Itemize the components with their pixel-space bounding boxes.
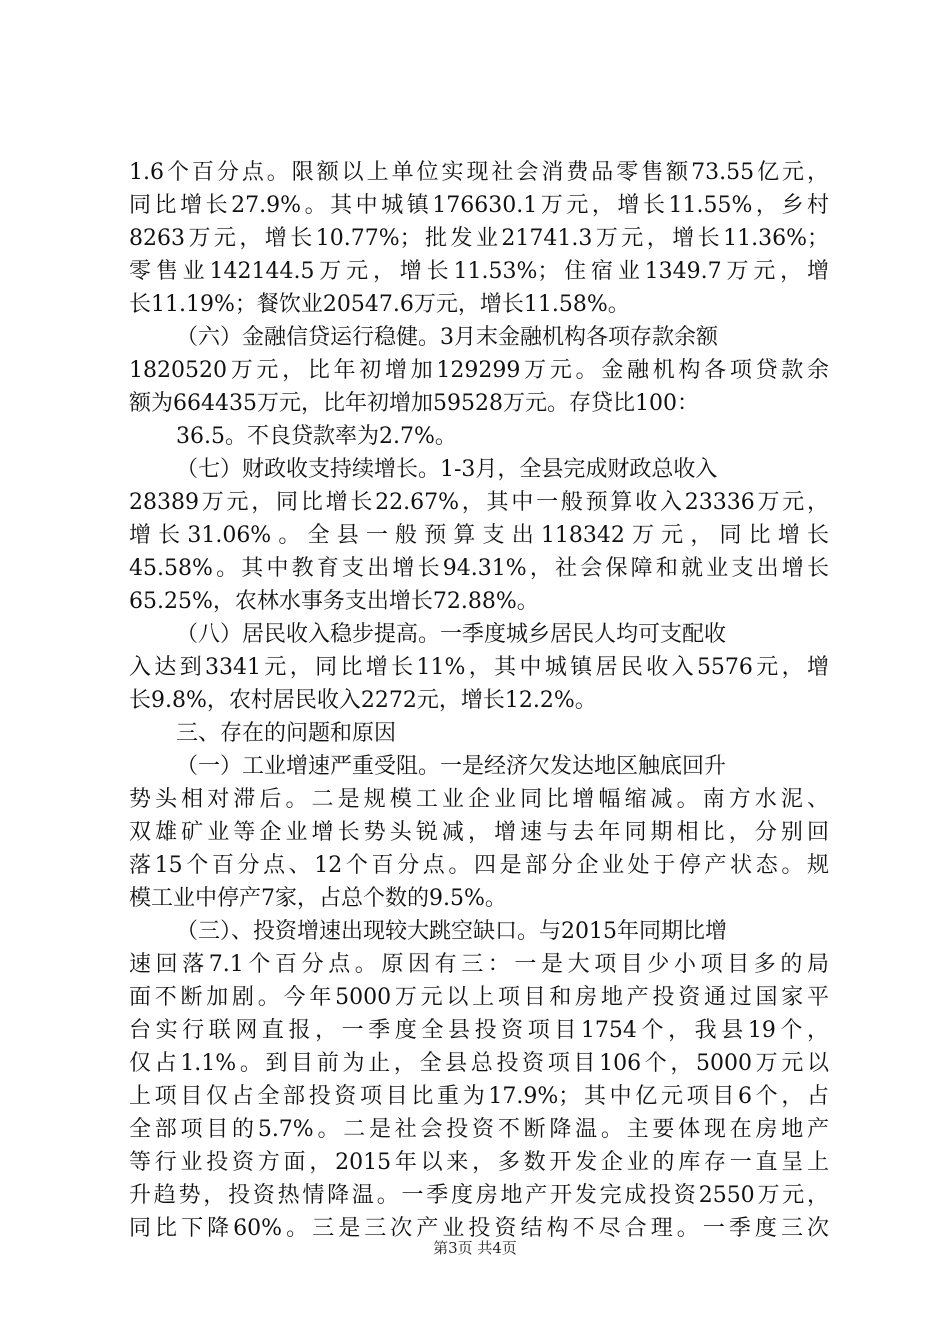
text-line: 势头相对滞后。二是规模工业企业同比增幅缩减。南方水泥、 bbox=[129, 787, 829, 812]
text-line: 等行业投资方面，2015年以来，多数开发企业的库存一直呈上 bbox=[129, 1150, 829, 1175]
text-line: 模工业中停产7家，占总个数的9.5%。 bbox=[129, 886, 507, 911]
text-line: 长11.19%；餐饮业20547.6万元，增长11.58%。 bbox=[129, 292, 630, 317]
text-line: 1.6个百分点。限额以上单位实现社会消费品零售额73.55亿元， bbox=[129, 160, 829, 185]
text-line: 面不断加剧。今年5000万元以上项目和房地产投资通过国家平 bbox=[129, 985, 829, 1010]
text-line: （三）、投资增速出现较大跳空缺口。与2015年同期比增 bbox=[176, 919, 727, 944]
page-footer: 第3页 共4页 bbox=[433, 1239, 517, 1257]
text-line: 上项目仅占全部投资项目比重为17.9%；其中亿元项目6个，占 bbox=[129, 1084, 829, 1109]
text-line: 同比增长27.9%。其中城镇176630.1万元，增长11.55%，乡村 bbox=[129, 193, 829, 218]
text-line: 额为664435万元，比年初增加59528万元。存贷比100： bbox=[129, 391, 699, 416]
text-line: 增长31.06%。全县一般预算支出118342万元，同比增长 bbox=[129, 523, 829, 548]
text-line: 长9.8%，农村居民收入2272元，增长12.2%。 bbox=[129, 688, 597, 713]
text-line: 8263万元，增长10.77%；批发业21741.3万元，增长11.36%； bbox=[129, 226, 829, 251]
document-body bbox=[129, 156, 829, 1245]
text-line: 65.25%，农林水事务支出增长72.88%。 bbox=[129, 589, 539, 614]
text-line: 入达到3341元，同比增长11%，其中城镇居民收入5576元，增 bbox=[129, 655, 829, 680]
text-line: 仅占1.1%。到目前为止，全县总投资项目106个，5000万元以 bbox=[129, 1051, 829, 1076]
text-line: 零售业142144.5万元，增长11.53%；住宿业1349.7万元，增 bbox=[129, 259, 829, 284]
text-line: 三、存在的问题和原因 bbox=[176, 721, 397, 746]
text-line: 台实行联网直报，一季度全县投资项目1754个，我县19个， bbox=[129, 1018, 829, 1043]
text-line: 1820520万元，比年初增加129299万元。金融机构各项贷款余 bbox=[129, 358, 829, 383]
text-line: 双雄矿业等企业增长势头锐减，增速与去年同期相比，分别回 bbox=[129, 820, 829, 845]
text-line: （七）财政收支持续增长。1-3月，全县完成财政总收入 bbox=[176, 457, 718, 482]
text-line: 落15个百分点、12个百分点。四是部分企业处于停产状态。规 bbox=[129, 853, 829, 878]
text-line: （六）金融信贷运行稳健。3月末金融机构各项存款余额 bbox=[176, 325, 718, 350]
text-line: 28389万元，同比增长22.67%，其中一般预算收入23336万元， bbox=[129, 490, 829, 515]
text-line: （八）居民收入稳步提高。一季度城乡居民人均可支配收 bbox=[176, 622, 727, 647]
text-line: 全部项目的5.7%。二是社会投资不断降温。主要体现在房地产 bbox=[129, 1117, 829, 1142]
text-line: （一）工业增速严重受阻。一是经济欠发达地区触底回升 bbox=[176, 754, 727, 779]
text-line: 同比下降60%。三是三次产业投资结构不尽合理。一季度三次 bbox=[129, 1216, 829, 1241]
text-line: 速回落7.1个百分点。原因有三：一是大项目少小项目多的局 bbox=[129, 952, 829, 977]
text-line: 36.5。不良贷款率为2.7%。 bbox=[176, 424, 457, 449]
text-line: 45.58%。其中教育支出增长94.31%，社会保障和就业支出增长 bbox=[129, 556, 829, 581]
text-line: 升趋势，投资热情降温。一季度房地产开发完成投资2550万元， bbox=[129, 1183, 829, 1208]
